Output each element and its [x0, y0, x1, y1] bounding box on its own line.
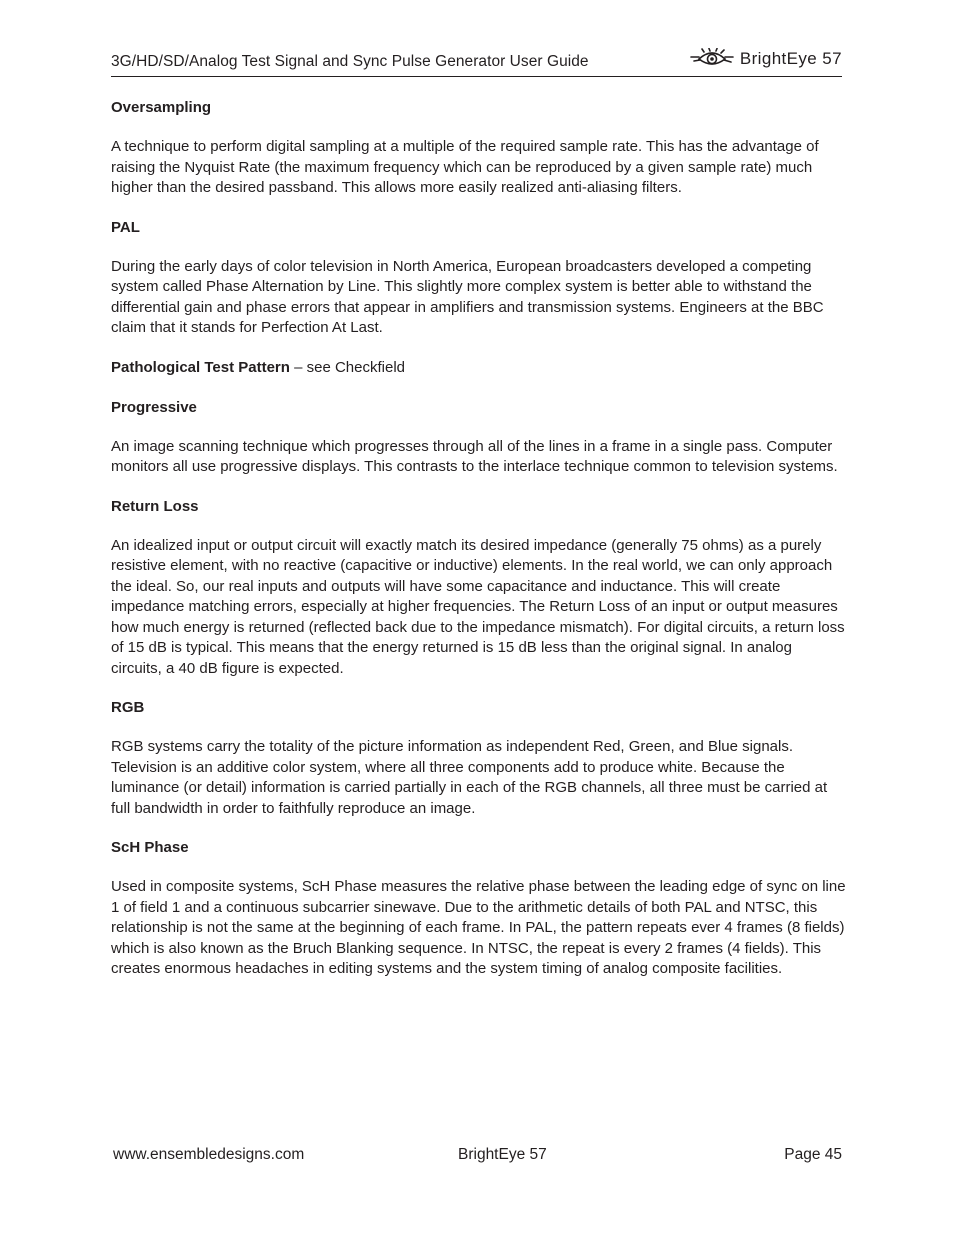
term-definition: During the early days of color television in North America, European broadcasters developed a competing system called Phase Alternation by Line. This slightly more complex system is better able to withstand the differential gain and phase errors that appear in amplifiers and transmission systems. Engineers at the BBC claim that it stands for Perfection At Last.	[111, 257, 824, 336]
glossary-entry	[111, 697, 846, 837]
see-also-reference: – see Checkfield	[289, 358, 406, 376]
term-see-also-line	[111, 357, 846, 379]
term-definition: A technique to perform digital sampling at a multiple of the required sample rate. This has the advantage of raising the Nyquist Rate (the maximum frequency which can be reproduced by a given sample rate) much higher than the desired passband. This allows more easily realized anti-aliasing filters.	[111, 138, 819, 196]
eye-logo-icon	[690, 48, 734, 70]
logo-text: BrightEye 57	[739, 49, 842, 68]
term-heading: Progressive	[111, 398, 197, 416]
glossary-entry	[111, 97, 846, 217]
page-header	[111, 44, 842, 77]
term-heading: Pathological Test Pattern	[111, 358, 290, 376]
term-definition: An idealized input or output circuit will exactly match its desired impedance (generally 75 ohms) as a purely resistive element, with no reactive (capacitive or inductive) elements. In the real world, we can only approach the ideal. So, our real inputs and outputs will have some capacitance and inductance. This will create impedance matching errors, especially at higher frequencies. The Return Loss of an input or output measures how much energy is returned (reflected back due to the impedance mismatch). For digital circuits, a return loss of 15 dB is typical. This means that the energy returned is 15 dB less than the original signal. In analog circuits, a 40 dB figure is expected.	[111, 536, 845, 677]
page-footer	[111, 1146, 842, 1168]
term-definition: Used in composite systems, ScH Phase measures the relative phase between the leading edge of sync on line 1 of field 1 and a continuous subcarrier sinewave. Due to the arithmetic details of both PAL and NTSC, this relationship is not the same at the beginning of each frame. In PAL, the pattern repeats ever 4 frames (8 fields) which is also known as the Bruch Blanking sequence. In NTSC, the repeat is every 2 frames (4 fields). This creates enormous headaches in editing systems and the system timing of analog composite facilities.	[111, 878, 846, 977]
glossary-entry	[111, 397, 846, 496]
term-heading: PAL	[111, 218, 140, 236]
term-definition: An image scanning technique which progresses through all of the lines in a frame in a single pass. Computer monitors all use progressive displays. This contrasts to the interlace technique common to television systems.	[111, 437, 838, 475]
term-heading: Return Loss	[111, 497, 199, 515]
glossary-entry	[111, 837, 846, 980]
footer-product-name: BrightEye 57	[458, 1146, 547, 1163]
website-link[interactable]: www.ensembledesigns.com	[113, 1146, 305, 1163]
term-heading: ScH Phase	[111, 839, 189, 856]
page-number: Page 45	[784, 1146, 842, 1163]
glossary-content	[111, 97, 846, 980]
term-heading: RGB	[111, 699, 145, 716]
brighteye-logo	[690, 46, 842, 72]
document-title: 3G/HD/SD/Analog Test Signal and Sync Pulse Generator User Guide	[111, 53, 589, 70]
glossary-entry	[111, 217, 846, 357]
glossary-entry	[111, 496, 846, 698]
term-definition: RGB systems carry the totality of the picture information as independent Red, Green, and Blue signals. Television is an additive color system, where all three components add to produce white. Because the luminance (or detail) information is carried partially in each of the RGB channels, all three must be carried at full bandwidth in order to faithfully reproduce an image.	[111, 738, 828, 817]
glossary-entry	[111, 357, 846, 397]
term-heading: Oversampling	[111, 99, 212, 116]
